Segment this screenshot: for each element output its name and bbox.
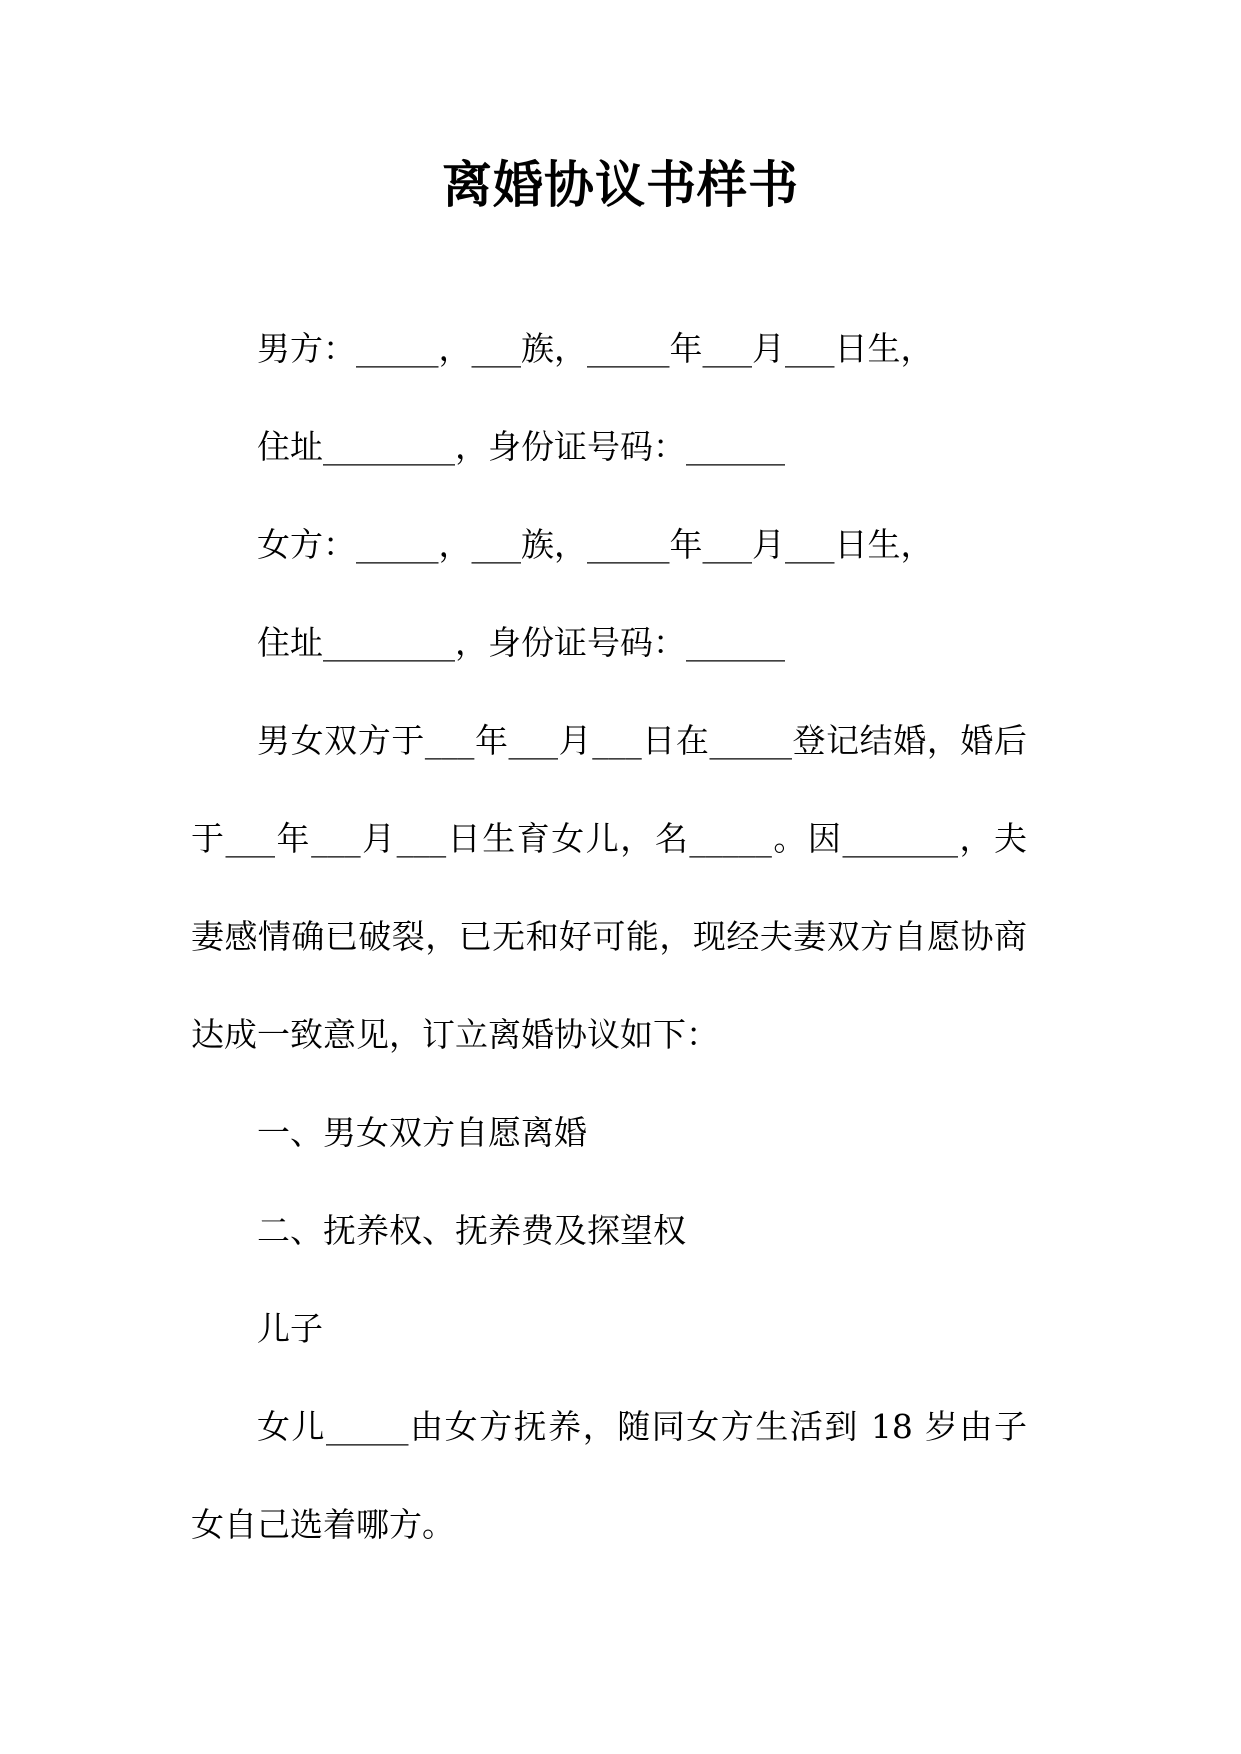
daughter-custody-paragraph: 女儿_____由女方抚养，随同女方生活到 18 岁由子女自己选着哪方。 <box>191 1407 1027 1544</box>
marriage-statement-paragraph: 男女双方于___年___月___日在_____登记结婚，婚后于___年___月___日生育女儿，名_____。因_______，夫妻感情确已破裂，已无和好可能，现经夫妻双方自愿协商达成一致意见，订立离婚协议如下： <box>191 721 1027 1054</box>
clause-two-heading: 二、抚养权、抚养费及探望权 <box>257 1211 686 1250</box>
son-line: 儿子 <box>257 1309 323 1348</box>
male-address-line: 住址________，身份证号码：______ <box>257 427 785 466</box>
female-address-line: 住址________，身份证号码：______ <box>257 623 785 662</box>
document-body <box>191 300 1027 1574</box>
male-party-line: 男方：_____，___族，_____年___月___日生， <box>257 329 934 368</box>
female-party-line: 女方：_____，___族，_____年___月___日生， <box>257 525 934 564</box>
clause-one: 一、男女双方自愿离婚 <box>257 1113 587 1152</box>
document-title: 离婚协议书样书 <box>442 155 799 214</box>
